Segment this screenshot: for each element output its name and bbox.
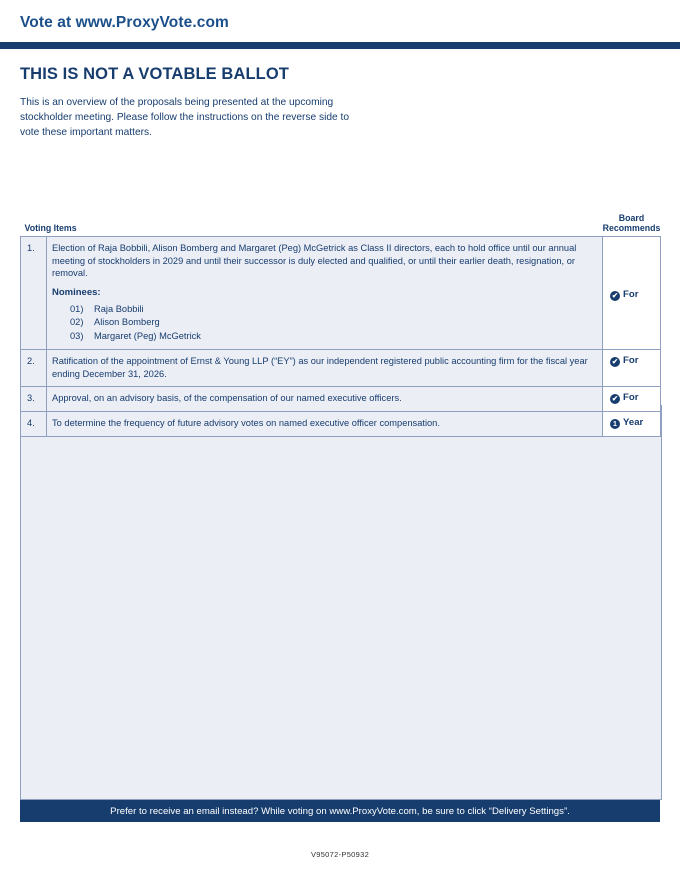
document-code: V95072-P50932 xyxy=(310,850,370,859)
intro-paragraph: This is an overview of the proposals being presented at the upcoming stockholder meeting. Please follow the instructions on the reverse side to vote these important matters. xyxy=(20,97,350,138)
item-description: Election of Raja Bobbili, Alison Bomberg and Margaret (Peg) McGetrick as Class II directors, each to hold office until our annual meeting of stockholders in 2029 and until their successor is duly elected and qualified, or until their earlier death, resignation, or removal. xyxy=(52,243,577,279)
check-icon: ✔ xyxy=(611,356,619,366)
footer-message-bar xyxy=(20,800,660,822)
list-item xyxy=(70,330,597,343)
item-number: 2. xyxy=(21,350,47,387)
table-row xyxy=(21,237,661,350)
list-item xyxy=(70,316,597,329)
board-recommendation-cell xyxy=(603,350,661,387)
nominee-name: Raja Bobbili xyxy=(94,303,144,314)
item-description: Ratification of the appointment of Ernst & Young LLP (“EY”) as our independent registered public accounting firm for the fiscal year ending December 31, 2026. xyxy=(47,350,603,387)
voting-items-table-wrap xyxy=(20,213,660,437)
board-recommends-line2: Recommends xyxy=(602,223,661,234)
footer-message: Prefer to receive an email instead? While voting on www.ProxyVote.com, be sure to click “Delivery Settings”. xyxy=(110,805,570,817)
header-title: Vote at www.ProxyVote.com xyxy=(20,14,229,31)
recommendation-label: Year xyxy=(623,417,644,429)
board-recommendation-cell xyxy=(603,237,661,350)
page-title: THIS IS NOT A VOTABLE BALLOT xyxy=(20,65,289,83)
blank-body-panel xyxy=(20,405,662,800)
header-divider xyxy=(0,42,680,49)
nominee-index: 03) xyxy=(70,330,84,341)
voting-items-table xyxy=(20,213,661,437)
intro-section xyxy=(0,49,680,140)
board-recommendation-cell xyxy=(603,412,661,437)
item-description: To determine the frequency of future advisory votes on named executive officer compensation. xyxy=(47,412,603,437)
item-description: Approval, on an advisory basis, of the compensation of our named executive officers. xyxy=(47,387,603,412)
check-icon: ✔ xyxy=(611,290,619,300)
check-icon: ✔ xyxy=(611,393,619,403)
board-recommends-line1: Board xyxy=(618,213,645,223)
nominee-index: 02) xyxy=(70,317,84,328)
recommendation-label: For xyxy=(623,355,639,367)
table-row xyxy=(21,387,661,412)
recommendation-label: For xyxy=(623,289,639,301)
item-description-cell xyxy=(47,237,603,350)
column-header-board-recommends xyxy=(603,213,661,237)
page-header xyxy=(0,0,680,38)
nominee-name: Alison Bomberg xyxy=(94,317,160,328)
item-number: 1. xyxy=(21,237,47,350)
item-number: 3. xyxy=(21,387,47,412)
nominee-index: 01) xyxy=(70,303,84,314)
table-row xyxy=(21,412,661,437)
item-number: 4. xyxy=(21,412,47,437)
column-header-voting-items: Voting Items xyxy=(24,223,77,234)
table-row xyxy=(21,350,661,387)
list-item xyxy=(70,303,597,316)
recommendation-label: For xyxy=(623,392,639,404)
board-recommendation-cell xyxy=(603,387,661,412)
table-header-row xyxy=(21,213,661,237)
one-year-icon: 1 xyxy=(610,419,620,429)
nominees-label: Nominees: xyxy=(52,286,101,298)
nominee-list xyxy=(52,303,597,343)
nominee-name: Margaret (Peg) McGetrick xyxy=(94,330,201,341)
